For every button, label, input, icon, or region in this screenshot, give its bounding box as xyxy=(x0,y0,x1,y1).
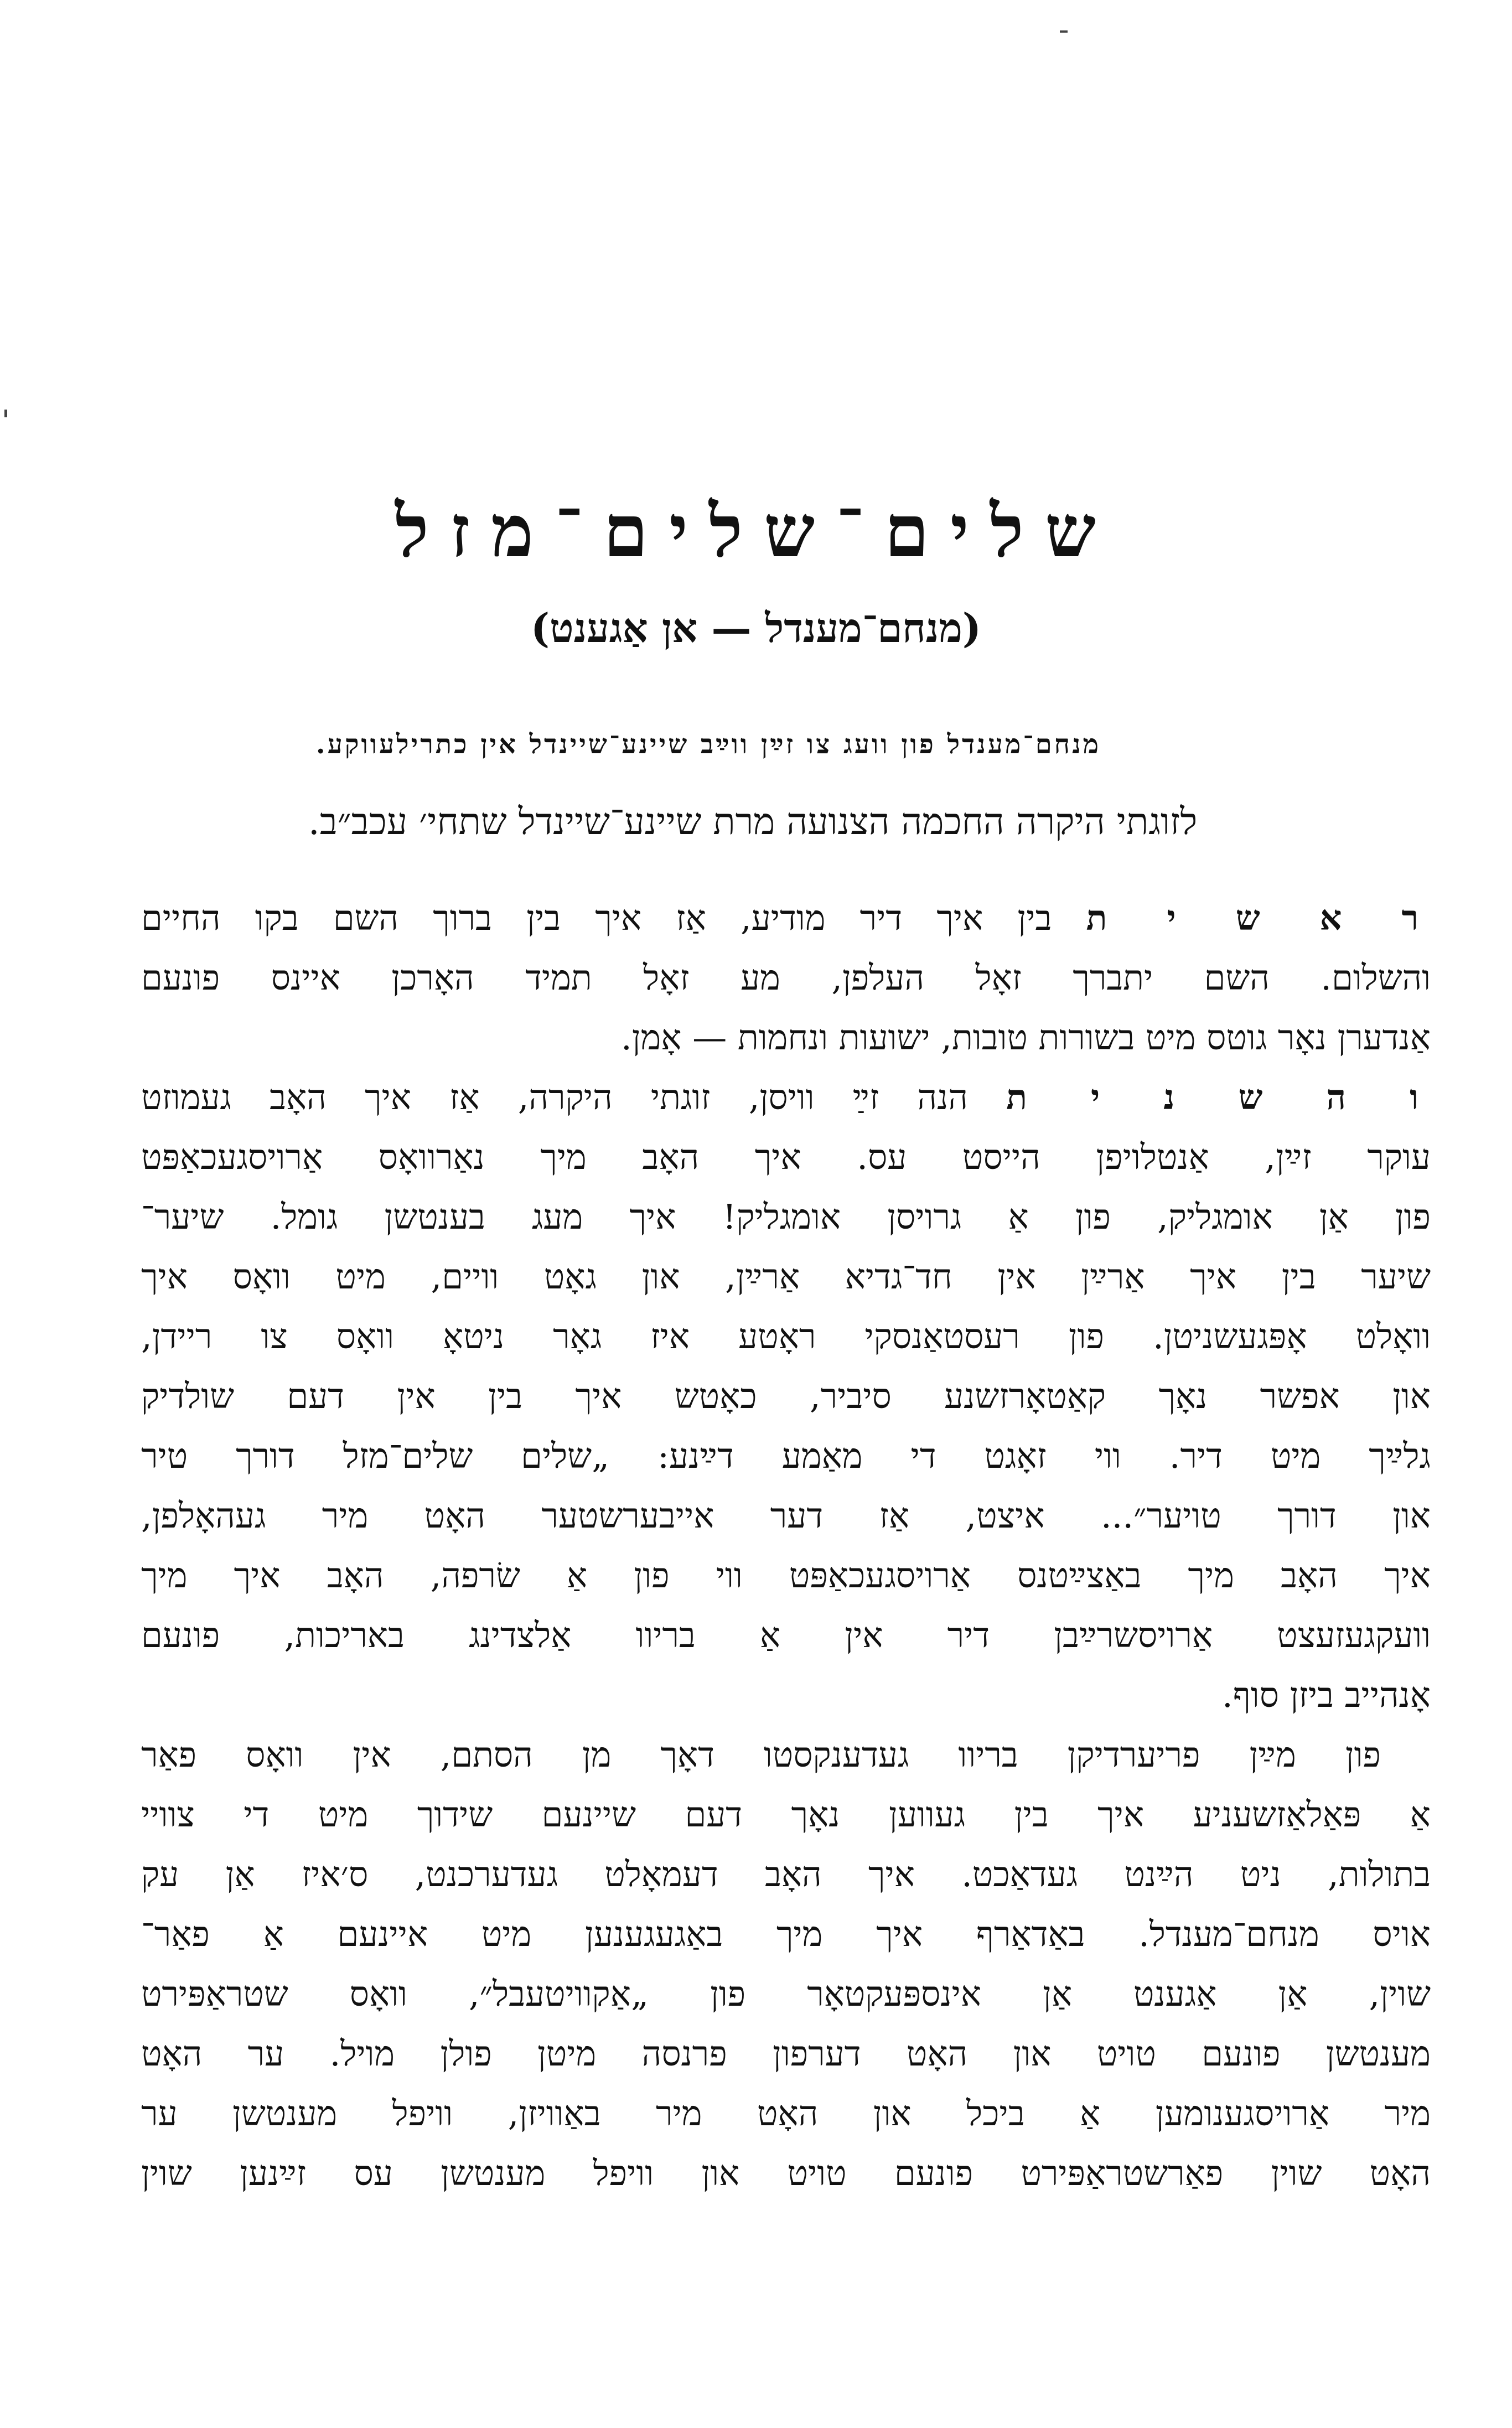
body-line: וועקגעזעצט אַרויסשרײַבן דיר אין אַ בריוו אַלצדינג באריכות, פונעם xyxy=(141,1615,1431,1655)
body-line: וואָלט אָפּגעשניטן. פון רעסטאַנסקי ראָטע איז גאָר ניטאָ וואָס צו ריידן, xyxy=(141,1316,1431,1357)
body-line xyxy=(141,888,1431,948)
letter-dedication: לזוגתי היקרה החכמה הצנועה מרת שיינע־שיינדל שתחי׳ עכב״ב. xyxy=(308,800,1198,843)
body-line: שיער בין איך אַרײַן אין חד־גדיא אַרײַן, און גאָט וויים, מיט וואָס איך xyxy=(141,1256,1431,1297)
letter-caption: מנחם־מענדל פון וועג צו זײַן ווײַב שיינע־שיינדל אין כתרילעווקע. xyxy=(315,729,1101,760)
body-line: בתולות, ניט הײַנט געדאַכט. איך האָב דעמאָלט געדערכנט, ס׳איז אַן עק xyxy=(141,1854,1431,1894)
scan-speck xyxy=(1060,30,1068,33)
body-line: גלײַך מיט דיר. ווי זאָגט די מאַמע דײַנע: „שלים שלים־מזל דורך טיר xyxy=(141,1436,1431,1476)
body-line: און אפשר נאָך קאַטאָרזשנע סיביר, כאָטש איך בין אין דעם שולדיק xyxy=(141,1376,1431,1416)
body-line: אַנדערן נאָר גוטס מיט בשורות טובות, ישועות ונחמות — אָמן. xyxy=(621,1017,1431,1058)
letter-body xyxy=(141,888,1431,2203)
body-line: האָט שוין פאַרשטראַפּירט פונעם טויט און וויפל מענטשן עס זײַנען שוין xyxy=(141,2153,1431,2193)
body-line xyxy=(141,1068,1431,1127)
body-line: פון אַן אומגליק, פון אַ גרויסן אומגליק! איך מעג בענטשן גומל. שיער־ xyxy=(141,1197,1431,1237)
paragraph-lead: ו ה ש נ י ת xyxy=(1006,1077,1431,1117)
body-line: אויס מנחם־מענדל. באַדאַרף איך מיך באַגעגענען מיט איינעם אַ פאַר־ xyxy=(141,1914,1431,1954)
line-text: הנה זײַ וויסן, זוגתי היקרה, אַז איך האָב געמוזט xyxy=(141,1077,968,1117)
body-line: מענטשן פונעם טויט און האָט דערפון פרנסה מיטן פולן מויל. ער האָט xyxy=(141,2033,1431,2074)
paragraph-lead: ר א ש י ת xyxy=(1086,898,1431,938)
body-line: איך האָב מיך באַצײַטנס אַרויסגעכאַפּט ווי פון אַ שׂרפה, האָב איך מיך xyxy=(141,1555,1431,1596)
body-line: והשלום. השם יתברך זאָל העלפן, מע זאָל תמיד האָרכן איינס פונעם xyxy=(141,957,1431,998)
body-line: אַ פּאַלאַזשעניע איך בין געווען נאָך דעם שיינעם שידוך מיט די צוויי xyxy=(141,1794,1431,1835)
body-line: מיר אַרויסגענומען אַ ביכל און האָט מיר באַוויזן, וויפל מענטשן ער xyxy=(141,2093,1431,2134)
body-line: און דורך טויער״... איצט, אַז דער אייבערשטער האָט מיר געהאָלפן, xyxy=(141,1495,1431,1536)
page-title: שלים־שלים־מזל xyxy=(395,489,1117,573)
body-line: עוקר זײַן, אַנטלויפן הייסט עס. איך האָב מיך נאַרוואָס אַרויסגעכאַפּט xyxy=(141,1137,1431,1177)
body-line: שוין, אַן אַגענט אַן אינספּעקטאָר פון „אַקוויטעבל״, וואָס שטראַפּירט xyxy=(141,1974,1431,2014)
scan-speck xyxy=(4,410,7,417)
page-subtitle: (מנחם־מענדל — אן אַגענט) xyxy=(531,604,981,651)
body-line: אָנהייב ביזן סוף. xyxy=(1221,1675,1431,1715)
line-text: בין איך דיר מודיע, אַז איך בין ברוך השם בקו החיים xyxy=(141,898,1052,938)
body-line: פון מײַן פריערדיקן בריוו געדענקסטו דאָך מן הסתם, אין וואָס פאַר xyxy=(141,1735,1381,1775)
